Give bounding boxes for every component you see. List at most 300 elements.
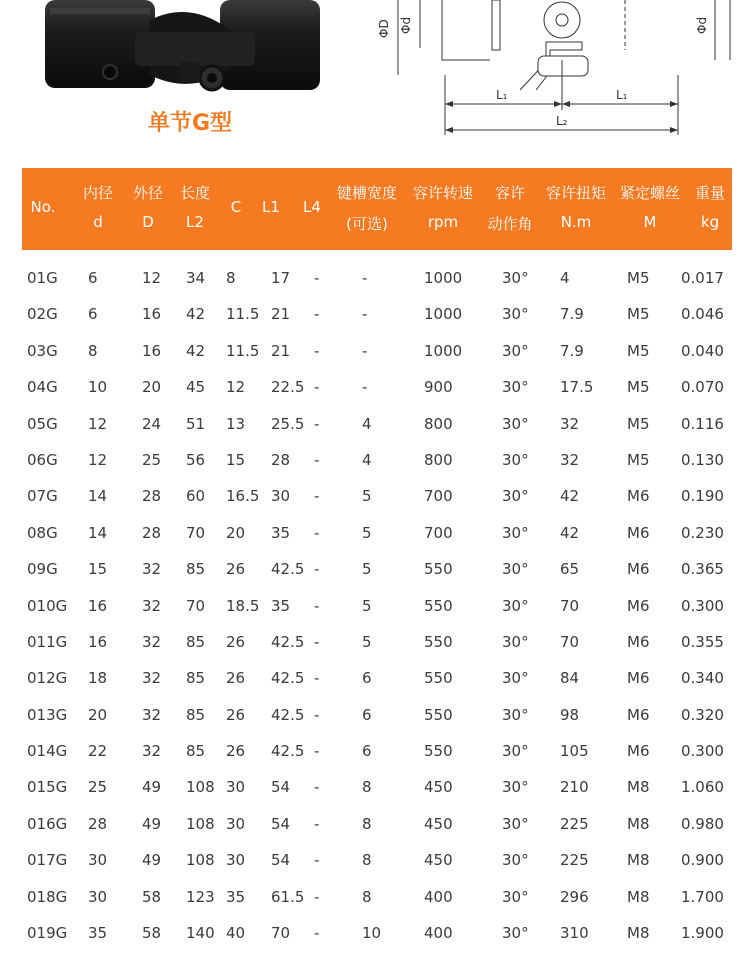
table-cell: - bbox=[314, 632, 320, 651]
table-cell: 5 bbox=[362, 523, 372, 542]
table-cell: - bbox=[314, 487, 320, 506]
table-cell: 32 bbox=[560, 414, 580, 433]
table-row bbox=[22, 806, 732, 842]
table-cell: 550 bbox=[424, 632, 453, 651]
table-row bbox=[22, 660, 732, 696]
table-cell: 12 bbox=[88, 450, 108, 469]
table-cell: 550 bbox=[424, 742, 453, 761]
table-cell: 310 bbox=[560, 924, 589, 943]
table-cell: 6 bbox=[88, 305, 98, 324]
table-cell: M5 bbox=[627, 450, 650, 469]
table-cell: 16 bbox=[142, 341, 162, 360]
table-cell: 42 bbox=[186, 341, 206, 360]
table-cell: 450 bbox=[424, 814, 453, 833]
table-cell: 105 bbox=[560, 742, 589, 761]
dim-phiD-label: ΦD bbox=[377, 19, 391, 38]
table-cell: 05G bbox=[27, 414, 58, 433]
table-cell: 30° bbox=[502, 669, 529, 688]
table-cell: 42.5 bbox=[271, 669, 305, 688]
table-cell: - bbox=[314, 341, 320, 360]
table-cell: 4 bbox=[560, 269, 570, 287]
table-cell: 30° bbox=[502, 523, 529, 542]
table-cell: 108 bbox=[186, 778, 215, 797]
table-cell: 8 bbox=[88, 341, 98, 360]
table-cell: 017G bbox=[27, 851, 68, 870]
table-cell: 1000 bbox=[424, 269, 463, 287]
table-cell: 30° bbox=[502, 414, 529, 433]
table-cell: - bbox=[314, 523, 320, 542]
table-cell: 18.5 bbox=[226, 596, 260, 615]
table-cell: 42.5 bbox=[271, 705, 305, 724]
table-cell: 42 bbox=[560, 487, 580, 506]
table-cell: 20 bbox=[142, 378, 162, 397]
table-cell: 1000 bbox=[424, 341, 463, 360]
table-cell: 54 bbox=[271, 814, 291, 833]
table-cell: 900 bbox=[424, 378, 453, 397]
table-cell: 1.060 bbox=[681, 778, 724, 797]
table-cell: 5 bbox=[362, 560, 372, 579]
table-cell: 21 bbox=[271, 305, 291, 324]
table-cell: 30° bbox=[502, 596, 529, 615]
table-cell: 6 bbox=[362, 705, 372, 724]
table-cell: 12 bbox=[226, 378, 246, 397]
table-cell: 5 bbox=[362, 596, 372, 615]
table-cell: 1.700 bbox=[681, 887, 724, 906]
table-cell: 0.355 bbox=[681, 632, 724, 651]
table-cell: 16.5 bbox=[226, 487, 260, 506]
table-cell: 108 bbox=[186, 814, 215, 833]
header-col-8 bbox=[407, 168, 479, 250]
table-cell: 98 bbox=[560, 705, 580, 724]
table-row bbox=[22, 915, 732, 951]
header-col-12 bbox=[690, 168, 730, 250]
table-cell: M5 bbox=[627, 414, 650, 433]
table-cell: 35 bbox=[226, 887, 246, 906]
table-cell: 800 bbox=[424, 414, 453, 433]
table-cell: 51 bbox=[186, 414, 206, 433]
table-cell: M8 bbox=[627, 887, 650, 906]
table-cell: 70 bbox=[186, 596, 206, 615]
table-cell: 015G bbox=[27, 778, 68, 797]
table-cell: 15 bbox=[88, 560, 108, 579]
table-cell: 42.5 bbox=[271, 742, 305, 761]
header-label-line2: d bbox=[93, 213, 103, 231]
table-cell: 60 bbox=[186, 487, 206, 506]
table-cell: 8 bbox=[362, 887, 372, 906]
table-cell: M6 bbox=[627, 669, 650, 688]
table-cell: 700 bbox=[424, 487, 453, 506]
table-cell: 26 bbox=[226, 632, 246, 651]
header-col-0 bbox=[22, 168, 64, 250]
table-cell: 32 bbox=[142, 669, 162, 688]
table-cell: 400 bbox=[424, 924, 453, 943]
table-cell: 0.040 bbox=[681, 341, 724, 360]
table-cell: 0.980 bbox=[681, 814, 724, 833]
table-cell: 85 bbox=[186, 669, 206, 688]
universal-joint-photo bbox=[30, 0, 330, 100]
table-cell: 42 bbox=[560, 523, 580, 542]
table-cell: 0.900 bbox=[681, 851, 724, 870]
dim-phid-left-label: Φd bbox=[399, 16, 413, 34]
table-cell: 016G bbox=[27, 814, 68, 833]
table-cell: 07G bbox=[27, 487, 58, 506]
spec-table-body bbox=[22, 260, 732, 951]
table-cell: 011G bbox=[27, 632, 68, 651]
table-cell: 54 bbox=[271, 778, 291, 797]
table-cell: 32 bbox=[560, 450, 580, 469]
table-cell: 700 bbox=[424, 523, 453, 542]
header-col-4 bbox=[224, 168, 248, 250]
table-cell: 12 bbox=[88, 414, 108, 433]
table-cell: - bbox=[314, 560, 320, 579]
table-cell: 42.5 bbox=[271, 560, 305, 579]
table-row bbox=[22, 260, 732, 296]
table-row bbox=[22, 879, 732, 915]
table-cell: 49 bbox=[142, 778, 162, 797]
table-cell: 26 bbox=[226, 560, 246, 579]
table-cell: 30 bbox=[88, 851, 108, 870]
table-cell: M5 bbox=[627, 341, 650, 360]
header-col-1 bbox=[80, 168, 116, 250]
table-cell: 45 bbox=[186, 378, 206, 397]
table-cell: 0.116 bbox=[681, 414, 724, 433]
table-cell: 54 bbox=[271, 851, 291, 870]
spec-table-header bbox=[22, 168, 732, 250]
table-cell: 30° bbox=[502, 814, 529, 833]
table-cell: 4 bbox=[362, 414, 372, 433]
dim-L2-label: L₂ bbox=[556, 114, 568, 128]
table-cell: 108 bbox=[186, 851, 215, 870]
table-cell: 0.230 bbox=[681, 523, 724, 542]
table-cell: 40 bbox=[226, 924, 246, 943]
header-label: C bbox=[230, 198, 242, 216]
table-row bbox=[22, 515, 732, 551]
table-cell: 30° bbox=[502, 851, 529, 870]
table-cell: - bbox=[362, 305, 368, 324]
table-row bbox=[22, 478, 732, 514]
table-cell: 0.190 bbox=[681, 487, 724, 506]
header-label: L4 bbox=[303, 198, 321, 216]
table-cell: 550 bbox=[424, 560, 453, 579]
table-cell: 30° bbox=[502, 924, 529, 943]
table-cell: 32 bbox=[142, 632, 162, 651]
table-cell: 10 bbox=[362, 924, 382, 943]
table-cell: 20 bbox=[226, 523, 246, 542]
table-cell: 30° bbox=[502, 269, 529, 287]
table-cell: 8 bbox=[362, 814, 372, 833]
dimension-drawing bbox=[370, 0, 750, 140]
header-label-line2: L2 bbox=[186, 213, 204, 231]
table-cell: M6 bbox=[627, 560, 650, 579]
header-col-6 bbox=[300, 168, 324, 250]
table-cell: 35 bbox=[271, 523, 291, 542]
header-label-line1: 容许 bbox=[494, 184, 525, 202]
header-label-line1: 紧定螺丝 bbox=[619, 184, 680, 202]
table-cell: 6 bbox=[362, 669, 372, 688]
table-cell: 49 bbox=[142, 851, 162, 870]
table-cell: M5 bbox=[627, 269, 650, 287]
table-row bbox=[22, 333, 732, 369]
table-cell: 85 bbox=[186, 560, 206, 579]
header-label-line2: N.m bbox=[560, 213, 592, 231]
table-cell: M6 bbox=[627, 705, 650, 724]
table-cell: M5 bbox=[627, 378, 650, 397]
table-cell: 32 bbox=[142, 560, 162, 579]
table-cell: M6 bbox=[627, 596, 650, 615]
header-label-line1: 重量 bbox=[694, 184, 725, 202]
table-cell: 30° bbox=[502, 705, 529, 724]
table-cell: 5 bbox=[362, 487, 372, 506]
table-cell: 400 bbox=[424, 887, 453, 906]
table-cell: 03G bbox=[27, 341, 58, 360]
table-cell: 6 bbox=[88, 269, 98, 287]
table-cell: 550 bbox=[424, 669, 453, 688]
table-cell: 0.300 bbox=[681, 596, 724, 615]
table-cell: 6 bbox=[362, 742, 372, 761]
product-header bbox=[0, 0, 750, 168]
table-cell: 0.070 bbox=[681, 378, 724, 397]
table-cell: 450 bbox=[424, 851, 453, 870]
table-cell: - bbox=[362, 269, 368, 287]
table-cell: 70 bbox=[186, 523, 206, 542]
table-cell: 140 bbox=[186, 924, 215, 943]
table-cell: 30° bbox=[502, 560, 529, 579]
table-cell: 013G bbox=[27, 705, 68, 724]
table-cell: - bbox=[314, 814, 320, 833]
header-label-line2: M bbox=[643, 213, 657, 231]
table-cell: 04G bbox=[27, 378, 58, 397]
table-cell: 5 bbox=[362, 632, 372, 651]
table-cell: M5 bbox=[627, 305, 650, 324]
table-cell: 17 bbox=[271, 269, 291, 287]
table-cell: - bbox=[314, 778, 320, 797]
dim-L1-left-label: L₁ bbox=[496, 88, 508, 102]
table-cell: 123 bbox=[186, 887, 215, 906]
table-cell: 84 bbox=[560, 669, 580, 688]
table-cell: 28 bbox=[142, 487, 162, 506]
table-cell: 26 bbox=[226, 669, 246, 688]
table-cell: 210 bbox=[560, 778, 589, 797]
table-cell: 85 bbox=[186, 705, 206, 724]
table-cell: - bbox=[314, 887, 320, 906]
table-cell: 0.046 bbox=[681, 305, 724, 324]
table-cell: 550 bbox=[424, 705, 453, 724]
table-cell: 09G bbox=[27, 560, 58, 579]
table-cell: - bbox=[362, 341, 368, 360]
table-cell: 30° bbox=[502, 742, 529, 761]
header-label-line2: kg bbox=[700, 213, 720, 231]
table-cell: 7.9 bbox=[560, 305, 584, 324]
table-cell: 15 bbox=[226, 450, 246, 469]
table-row bbox=[22, 296, 732, 332]
table-cell: 0.300 bbox=[681, 742, 724, 761]
table-cell: M6 bbox=[627, 523, 650, 542]
table-cell: 32 bbox=[142, 742, 162, 761]
table-cell: 018G bbox=[27, 887, 68, 906]
table-cell: - bbox=[314, 924, 320, 943]
table-cell: 42.5 bbox=[271, 632, 305, 651]
table-cell: 35 bbox=[88, 924, 108, 943]
table-cell: 11.5 bbox=[226, 305, 260, 324]
table-cell: 56 bbox=[186, 450, 206, 469]
table-cell: 11.5 bbox=[226, 341, 260, 360]
table-cell: 0.017 bbox=[681, 269, 724, 287]
table-cell: 01G bbox=[27, 269, 58, 287]
table-cell: 30° bbox=[502, 632, 529, 651]
table-cell: - bbox=[314, 414, 320, 433]
table-cell: M8 bbox=[627, 924, 650, 943]
table-cell: 34 bbox=[186, 269, 206, 287]
table-cell: - bbox=[314, 305, 320, 324]
table-cell: 7.9 bbox=[560, 341, 584, 360]
product-caption: 单节G型 bbox=[147, 111, 233, 136]
table-cell: 12 bbox=[142, 269, 162, 287]
table-cell: 22 bbox=[88, 742, 108, 761]
table-cell: 0.365 bbox=[681, 560, 724, 579]
table-cell: 85 bbox=[186, 742, 206, 761]
table-cell: 30° bbox=[502, 778, 529, 797]
table-cell: 26 bbox=[226, 742, 246, 761]
header-col-3 bbox=[177, 168, 213, 250]
table-row bbox=[22, 624, 732, 660]
table-cell: 28 bbox=[142, 523, 162, 542]
table-cell: 14 bbox=[88, 487, 108, 506]
table-cell: M8 bbox=[627, 814, 650, 833]
table-cell: - bbox=[314, 851, 320, 870]
table-cell: 16 bbox=[88, 596, 108, 615]
table-cell: 0.130 bbox=[681, 450, 724, 469]
header-label-line1: 长度 bbox=[179, 184, 210, 202]
table-cell: 18 bbox=[88, 669, 108, 688]
table-cell: 30° bbox=[502, 378, 529, 397]
table-cell: M6 bbox=[627, 632, 650, 651]
header-col-2 bbox=[130, 168, 166, 250]
table-cell: 58 bbox=[142, 924, 162, 943]
table-cell: 30 bbox=[271, 487, 291, 506]
table-cell: 70 bbox=[560, 632, 580, 651]
table-row bbox=[22, 551, 732, 587]
table-cell: 25 bbox=[88, 778, 108, 797]
table-cell: 30 bbox=[226, 814, 246, 833]
header-label-line2: (可选) bbox=[346, 215, 388, 233]
header-label: L1 bbox=[262, 198, 280, 216]
table-row bbox=[22, 697, 732, 733]
table-row bbox=[22, 442, 732, 478]
table-cell: 8 bbox=[226, 269, 236, 287]
table-cell: 49 bbox=[142, 814, 162, 833]
table-cell: 225 bbox=[560, 814, 589, 833]
table-cell: 0.320 bbox=[681, 705, 724, 724]
table-cell: 800 bbox=[424, 450, 453, 469]
table-row bbox=[22, 733, 732, 769]
table-cell: 30 bbox=[226, 778, 246, 797]
table-cell: 13 bbox=[226, 414, 246, 433]
table-cell: 32 bbox=[142, 705, 162, 724]
table-cell: 30 bbox=[88, 887, 108, 906]
table-cell: 550 bbox=[424, 596, 453, 615]
header-label-line2: rpm bbox=[427, 213, 459, 231]
table-cell: 0.340 bbox=[681, 669, 724, 688]
table-cell: 1.900 bbox=[681, 924, 724, 943]
table-row bbox=[22, 588, 732, 624]
table-cell: 16 bbox=[142, 305, 162, 324]
table-cell: - bbox=[314, 450, 320, 469]
table-cell: 61.5 bbox=[271, 887, 305, 906]
table-cell: 85 bbox=[186, 632, 206, 651]
table-cell: 28 bbox=[88, 814, 108, 833]
table-cell: 296 bbox=[560, 887, 589, 906]
header-label: No. bbox=[30, 198, 56, 216]
table-cell: 1000 bbox=[424, 305, 463, 324]
table-cell: 02G bbox=[27, 305, 58, 324]
table-cell: 28 bbox=[271, 450, 291, 469]
table-cell: - bbox=[362, 378, 368, 397]
table-cell: 30° bbox=[502, 487, 529, 506]
table-cell: - bbox=[314, 742, 320, 761]
table-row bbox=[22, 406, 732, 442]
table-cell: - bbox=[314, 378, 320, 397]
header-col-5 bbox=[257, 168, 285, 250]
table-cell: 32 bbox=[142, 596, 162, 615]
table-cell: 70 bbox=[560, 596, 580, 615]
header-label-line1: 容许扭矩 bbox=[545, 184, 606, 202]
header-label-line1: 外径 bbox=[132, 184, 163, 202]
table-cell: M8 bbox=[627, 851, 650, 870]
table-cell: - bbox=[314, 669, 320, 688]
table-cell: 8 bbox=[362, 851, 372, 870]
table-cell: 16 bbox=[88, 632, 108, 651]
table-cell: 42 bbox=[186, 305, 206, 324]
table-cell: 450 bbox=[424, 778, 453, 797]
table-cell: 25 bbox=[142, 450, 162, 469]
table-row bbox=[22, 769, 732, 805]
table-cell: 8 bbox=[362, 778, 372, 797]
header-col-10 bbox=[540, 168, 612, 250]
table-cell: 35 bbox=[271, 596, 291, 615]
table-cell: - bbox=[314, 596, 320, 615]
table-cell: 30 bbox=[226, 851, 246, 870]
table-cell: 225 bbox=[560, 851, 589, 870]
table-cell: 26 bbox=[226, 705, 246, 724]
table-cell: 014G bbox=[27, 742, 68, 761]
header-label-line2: D bbox=[142, 213, 154, 231]
dim-phid-right-label: Φd bbox=[695, 16, 709, 34]
table-cell: 010G bbox=[27, 596, 68, 615]
header-col-11 bbox=[615, 168, 685, 250]
table-cell: 30° bbox=[502, 887, 529, 906]
header-label-line1: 内径 bbox=[82, 184, 113, 202]
table-cell: 24 bbox=[142, 414, 162, 433]
table-cell: 70 bbox=[271, 924, 291, 943]
table-cell: 22.5 bbox=[271, 378, 305, 397]
header-col-9 bbox=[484, 168, 536, 250]
table-cell: 012G bbox=[27, 669, 68, 688]
table-cell: 20 bbox=[88, 705, 108, 724]
table-cell: - bbox=[314, 705, 320, 724]
table-cell: 30° bbox=[502, 450, 529, 469]
table-cell: - bbox=[314, 269, 320, 287]
table-cell: 30° bbox=[502, 305, 529, 324]
table-cell: 25.5 bbox=[271, 414, 305, 433]
table-cell: M6 bbox=[627, 487, 650, 506]
table-row bbox=[22, 842, 732, 878]
table-row bbox=[22, 369, 732, 405]
table-cell: 21 bbox=[271, 341, 291, 360]
header-label-line1: 容许转速 bbox=[412, 184, 473, 202]
table-cell: 58 bbox=[142, 887, 162, 906]
table-cell: 65 bbox=[560, 560, 580, 579]
header-label-line2: 动作角 bbox=[487, 215, 533, 233]
